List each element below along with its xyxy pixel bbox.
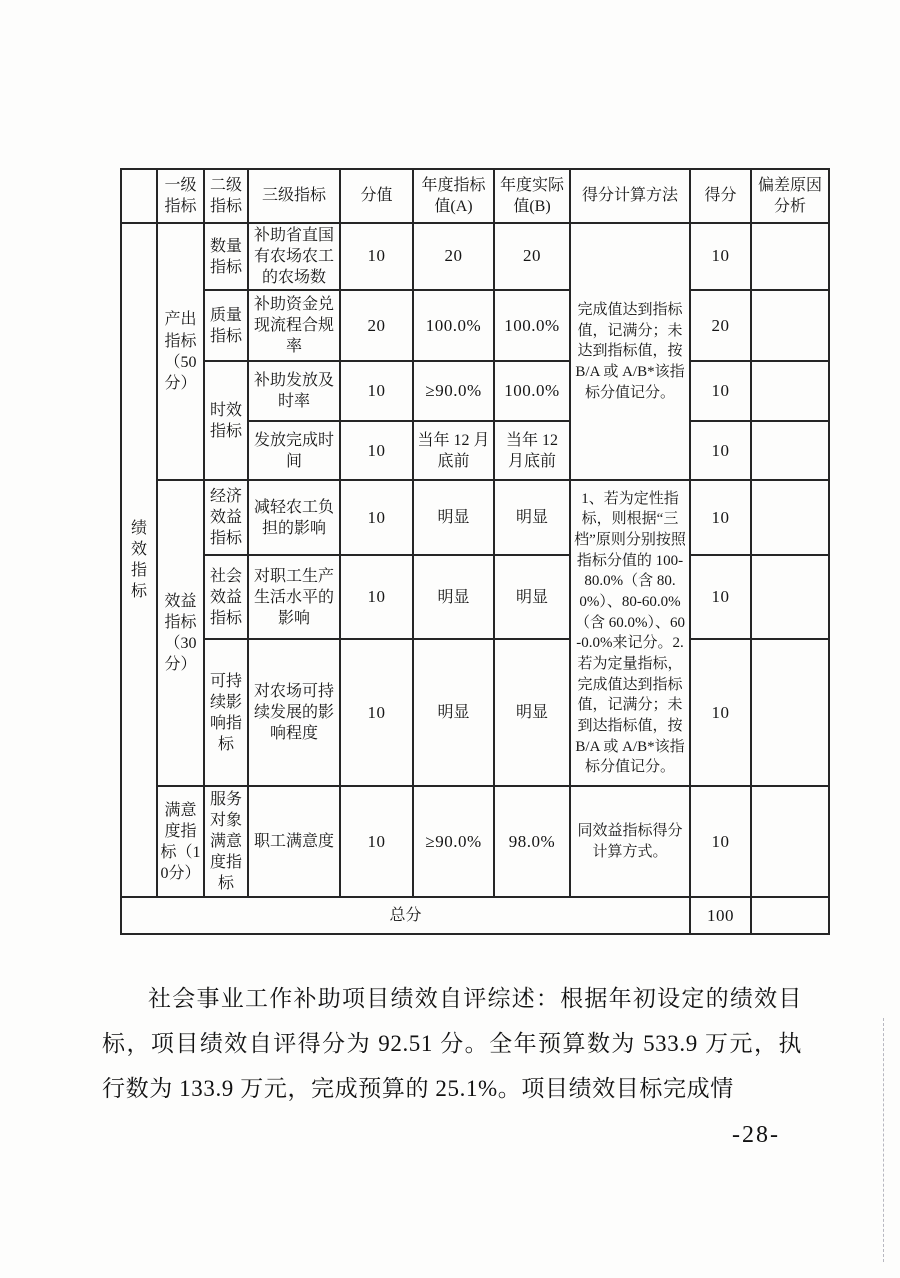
level2-cell: 可持续影响指标 [204,639,248,786]
score-cell: 10 [690,361,751,421]
calc-method-output-cell: 完成值达到指标值，记满分；未达到指标值，按 B/A 或 A/B*该指标分值记分。 [570,223,690,480]
level3-cell: 补助省直国有农场农工的农场数 [248,223,340,290]
points-cell: 10 [340,555,413,639]
points-cell: 10 [340,361,413,421]
header-annual-target: 年度指标值(A) [413,169,494,223]
points-cell: 10 [340,639,413,786]
summary-paragraph: 社会事业工作补助项目绩效自评综述：根据年初设定的绩效目标，项目绩效自评得分为 92.51 分。全年预算数为 533.9 万元，执行数为 133.9 万元，完成预算的 25.1%。项目绩效目标完成情 [102,986,802,1101]
header-score: 得分 [690,169,751,223]
header-points: 分值 [340,169,413,223]
points-cell: 20 [340,290,413,361]
target-cell: ≥90.0% [413,361,494,421]
group-benefit-cell: 效益指标（30分） [157,480,204,786]
page-number: -28- [732,1122,780,1148]
level3-cell: 补助发放及时率 [248,361,340,421]
target-cell: ≥90.0% [413,786,494,897]
actual-cell: 100.0% [494,290,570,361]
header-calc-method: 得分计算方法 [570,169,690,223]
level2-cell: 数量指标 [204,223,248,290]
calc-method-benefit-cell: 1、若为定性指标，则根据“三档”原则分别按照指标分值的 100-80.0%（含 80.0%）、80-60.0%（含 60.0%）、60-0.0%来记分。2.若为定量指标，完成值达到指标值，记满分；未到达指标值，按 B/A 或 A/B*该指标分值记分。 [570,480,690,786]
score-cell: 10 [690,480,751,555]
deviation-cell [751,786,829,897]
performance-indicator-table [120,168,830,935]
level2-cell: 服务对象满意度指标 [204,786,248,897]
level3-cell: 对职工生产生活水平的影响 [248,555,340,639]
score-cell: 10 [690,555,751,639]
table-header-row [121,169,829,223]
header-level2: 二级指标 [204,169,248,223]
actual-cell: 98.0% [494,786,570,897]
table-row [121,361,829,421]
target-cell: 明显 [413,639,494,786]
group-output-cell: 产出指标（50分） [157,223,204,480]
actual-cell: 当年 12 月底前 [494,421,570,480]
table-row [121,290,829,361]
header-deviation: 偏差原因分析 [751,169,829,223]
score-cell: 10 [690,421,751,480]
score-cell: 10 [690,786,751,897]
score-cell: 10 [690,639,751,786]
points-cell: 10 [340,421,413,480]
category-cell: 绩效指标 [121,223,157,897]
deviation-cell [751,290,829,361]
target-cell: 20 [413,223,494,290]
score-cell: 10 [690,223,751,290]
actual-cell: 明显 [494,555,570,639]
target-cell: 明显 [413,480,494,555]
total-row [121,897,829,934]
header-level3: 三级指标 [248,169,340,223]
table-row [121,639,829,786]
calc-method-satisfaction-cell: 同效益指标得分计算方式。 [570,786,690,897]
deviation-cell [751,421,829,480]
deviation-cell [751,555,829,639]
table-row [121,555,829,639]
points-cell: 10 [340,480,413,555]
actual-cell: 明显 [494,639,570,786]
level2-cell: 经济效益指标 [204,480,248,555]
total-label-cell: 总分 [121,897,690,934]
level2-cell: 质量指标 [204,290,248,361]
level3-cell: 发放完成时间 [248,421,340,480]
deviation-cell [751,480,829,555]
points-cell: 10 [340,223,413,290]
level3-cell: 补助资金兑现流程合规率 [248,290,340,361]
actual-cell: 20 [494,223,570,290]
level3-cell: 减轻农工负担的影响 [248,480,340,555]
level2-cell: 时效指标 [204,361,248,480]
table-row [121,223,829,290]
deviation-cell [751,223,829,290]
header-level1: 一级指标 [157,169,204,223]
score-cell: 20 [690,290,751,361]
header-annual-actual: 年度实际值(B) [494,169,570,223]
level3-cell: 职工满意度 [248,786,340,897]
target-cell: 100.0% [413,290,494,361]
actual-cell: 100.0% [494,361,570,421]
deviation-cell [751,897,829,934]
total-score-cell: 100 [690,897,751,934]
table-row [121,786,829,897]
actual-cell: 明显 [494,480,570,555]
header-corner-cell [121,169,157,223]
deviation-cell [751,639,829,786]
deviation-cell [751,361,829,421]
target-cell: 当年 12 月底前 [413,421,494,480]
level2-cell: 社会效益指标 [204,555,248,639]
level3-cell: 对农场可持续发展的影响程度 [248,639,340,786]
group-satisfaction-cell: 满意度指标（10分） [157,786,204,897]
scan-artifact-dashed-line [883,1018,884,1262]
table-row [121,480,829,555]
target-cell: 明显 [413,555,494,639]
points-cell: 10 [340,786,413,897]
